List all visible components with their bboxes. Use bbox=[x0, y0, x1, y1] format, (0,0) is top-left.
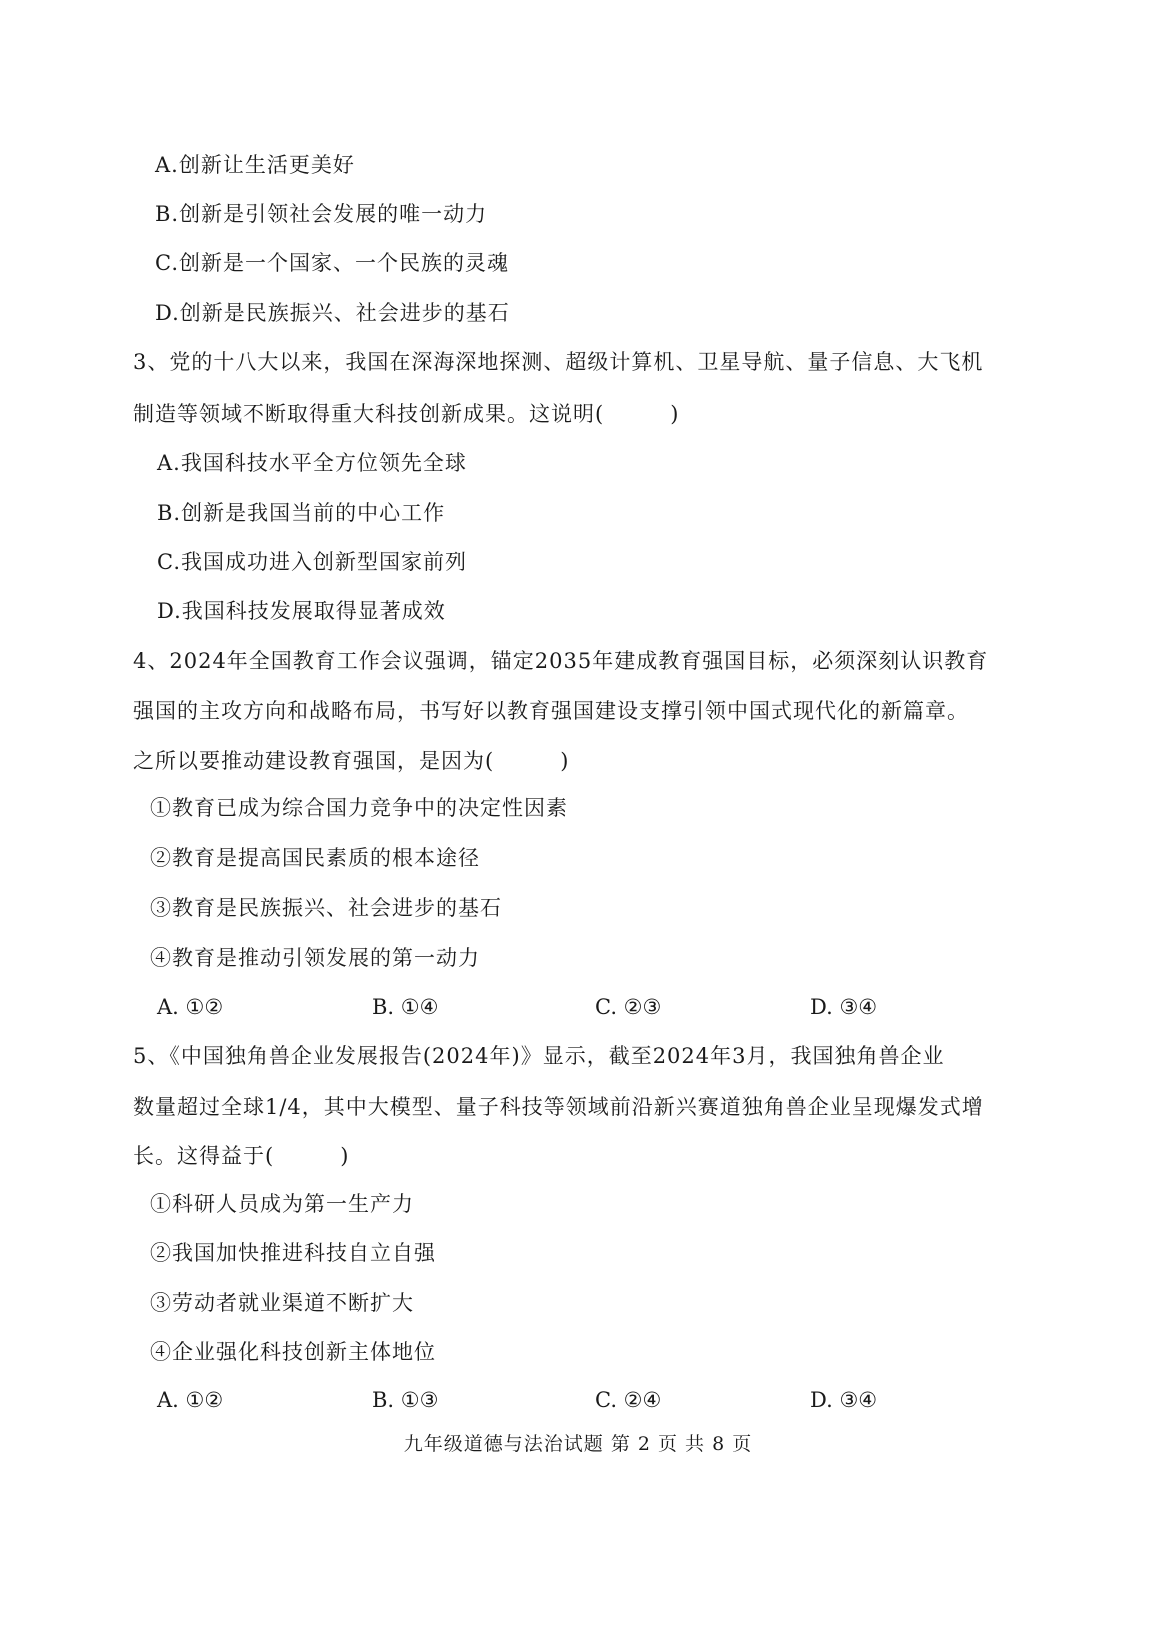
q5-statement-2: ②我国加快推进科技自立自强 bbox=[150, 1241, 436, 1265]
q3-option-c: C.我国成功进入创新型国家前列 bbox=[157, 550, 467, 574]
q3-option-a: A.我国科技水平全方位领先全球 bbox=[157, 451, 467, 475]
q5-stem-line-3: 长。这得益于( ) bbox=[133, 1144, 350, 1168]
q5-statement-4: ④企业强化科技创新主体地位 bbox=[150, 1340, 436, 1364]
q4-choice-b: B. ①④ bbox=[372, 995, 439, 1019]
q4-stem-line-1: 4、2024年全国教育工作会议强调，锚定2035年建成教育强国目标，必须深刻认识教育 bbox=[133, 649, 989, 673]
q5-choice-b: B. ①③ bbox=[372, 1388, 439, 1412]
q2-option-a: A.创新让生活更美好 bbox=[155, 153, 355, 177]
q2-option-b: B.创新是引领社会发展的唯一动力 bbox=[155, 202, 488, 226]
q5-stem-line-1: 5、《中国独角兽企业发展报告(2024年)》显示，截至2024年3月，我国独角兽企业 bbox=[133, 1044, 945, 1068]
q3-stem-line-2: 制造等领域不断取得重大科技创新成果。这说明( ) bbox=[133, 402, 680, 426]
page-footer: 九年级道德与法治试题 第 2 页 共 8 页 bbox=[403, 1433, 753, 1455]
q4-stem-line-3: 之所以要推动建设教育强国，是因为( ) bbox=[133, 749, 570, 773]
q4-statement-2: ②教育是提高国民素质的根本途径 bbox=[150, 846, 480, 870]
q2-option-c: C.创新是一个国家、一个民族的灵魂 bbox=[155, 251, 509, 275]
q4-statement-3: ③教育是民族振兴、社会进步的基石 bbox=[150, 896, 502, 920]
q4-stem-line-2: 强国的主攻方向和战略布局，书写好以教育强国建设支撑引领中国式现代化的新篇章。 bbox=[133, 699, 969, 723]
q4-choice-d: D. ③④ bbox=[810, 995, 878, 1019]
q3-option-d: D.我国科技发展取得显著成效 bbox=[157, 599, 446, 623]
q5-choice-c: C. ②④ bbox=[595, 1388, 662, 1412]
q2-option-d: D.创新是民族振兴、社会进步的基石 bbox=[155, 301, 510, 325]
q5-statement-1: ①科研人员成为第一生产力 bbox=[150, 1192, 414, 1216]
q5-statement-3: ③劳动者就业渠道不断扩大 bbox=[150, 1291, 414, 1315]
q5-choice-d: D. ③④ bbox=[810, 1388, 878, 1412]
q4-statement-4: ④教育是推动引领发展的第一动力 bbox=[150, 946, 480, 970]
q4-choice-a: A. ①② bbox=[157, 995, 224, 1019]
q4-statement-1: ①教育已成为综合国力竞争中的决定性因素 bbox=[150, 796, 568, 820]
q3-option-b: B.创新是我国当前的中心工作 bbox=[157, 501, 446, 525]
q4-choice-c: C. ②③ bbox=[595, 995, 662, 1019]
q5-stem-line-2: 数量超过全球1/4，其中大模型、量子科技等领域前沿新兴赛道独角兽企业呈现爆发式增 bbox=[133, 1095, 984, 1119]
q5-choice-a: A. ①② bbox=[157, 1388, 224, 1412]
q3-stem-line-1: 3、党的十八大以来，我国在深海深地探测、超级计算机、卫星导航、量子信息、大飞机 bbox=[133, 350, 984, 374]
